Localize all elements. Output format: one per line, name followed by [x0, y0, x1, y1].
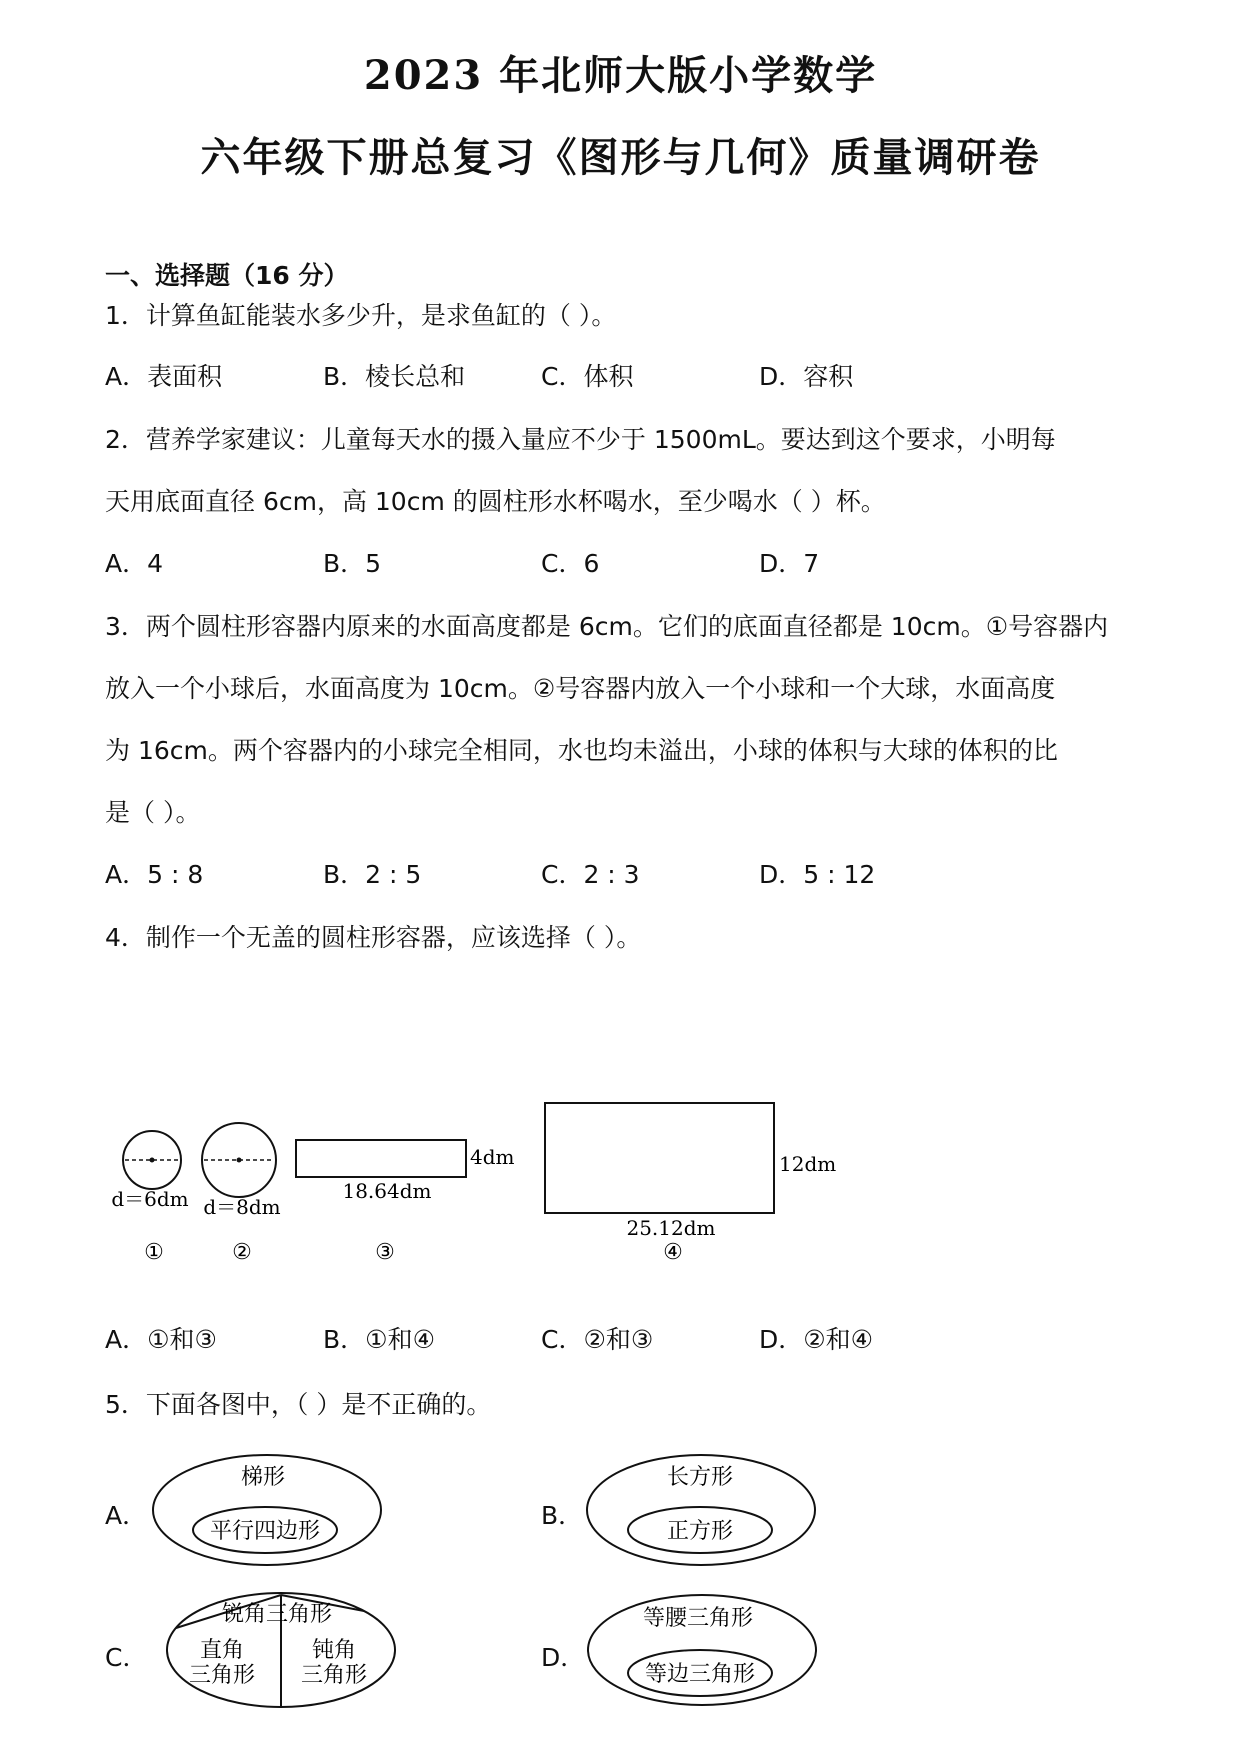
question-3-line4: 是（ ）。 [105, 798, 201, 827]
q3-option-a: A．5 : 8 [105, 860, 204, 889]
question-3-line3: 为 16cm。两个容器内的小球完全相同，水也均未溢出，小球的体积与大球的体积的比 [105, 736, 1058, 765]
section-heading-choice: 一、选择题（16 分） [105, 261, 349, 290]
question-4-text: 4．制作一个无盖的圆柱形容器，应该选择（ ）。 [105, 923, 642, 952]
rectangle-3-height-label: 4dm [470, 1145, 515, 1169]
rectangle-3 [296, 1140, 466, 1177]
diagram-b [587, 1455, 815, 1565]
q5-option-d-letter: D． [541, 1643, 586, 1672]
diagram-d [588, 1595, 816, 1705]
q4-option-d: D．②和④ [759, 1325, 874, 1354]
q1-option-a: A．表面积 [105, 362, 223, 391]
q1-option-d: D．容积 [759, 362, 854, 391]
diagram-c [167, 1593, 395, 1707]
q4-option-b: B．①和④ [323, 1325, 435, 1354]
rectangle-3-width-label: 18.64dm [342, 1179, 432, 1203]
exam-title-line2: 六年级下册总复习《图形与几何》质量调研卷 [200, 134, 1041, 181]
circle-2-diameter-label: d＝8dm [203, 1195, 281, 1219]
rectangle-4 [545, 1103, 774, 1213]
diagram-a-inner-label: 平行四边形 [209, 1519, 321, 1544]
q5-option-b-letter: B． [541, 1501, 584, 1530]
diagram-c-right-label-1: 钝角 [311, 1638, 357, 1663]
q1-option-b: B．棱长总和 [323, 362, 466, 391]
rectangle-4-width-label: 25.12dm [626, 1216, 716, 1240]
q2-option-a: A．4 [105, 549, 164, 578]
q3-option-c: C．2 : 3 [541, 860, 640, 889]
question-5-text: 5．下面各图中，（ ）是不正确的。 [105, 1390, 492, 1419]
figure-marker-4: ④ [663, 1240, 683, 1265]
question-2-line2: 天用底面直径 6cm，高 10cm 的圆柱形水杯喝水，至少喝水（ ）杯。 [105, 487, 886, 516]
rectangle-4-height-label: 12dm [779, 1152, 837, 1176]
figure-marker-1: ① [144, 1240, 164, 1265]
diagram-c-right-label-2: 三角形 [300, 1663, 368, 1688]
q3-option-d: D．5 : 12 [759, 860, 876, 889]
question-3-line2: 放入一个小球后，水面高度为 10cm。②号容器内放入一个小球和一个大球，水面高度 [105, 674, 1056, 703]
diagram-c-left-label-1: 直角 [199, 1638, 245, 1663]
diagram-d-inner-label: 等边三角形 [644, 1662, 756, 1687]
q1-option-c: C．体积 [541, 362, 634, 391]
q5-option-a-letter: A． [105, 1501, 148, 1530]
diagram-b-outer-label: 长方形 [666, 1465, 734, 1490]
figure-marker-2: ② [232, 1240, 252, 1265]
q4-option-a: A．①和③ [105, 1325, 217, 1354]
diagram-d-outer-label: 等腰三角形 [642, 1606, 754, 1631]
q4-option-c: C．②和③ [541, 1325, 654, 1354]
q2-option-b: B．5 [323, 549, 382, 578]
q3-option-b: B．2 : 5 [323, 860, 422, 889]
q2-option-d: D．7 [759, 549, 820, 578]
question-2-line1: 2．营养学家建议：儿童每天水的摄入量应不少于 1500mL。要达到这个要求，小明每 [105, 425, 1056, 454]
circle-1-diameter-label: d＝6dm [111, 1187, 189, 1211]
circle-1 [123, 1131, 181, 1189]
q5-option-c-letter: C． [105, 1643, 148, 1672]
diagram-b-inner-label: 正方形 [666, 1519, 734, 1544]
q2-option-c: C．6 [541, 549, 600, 578]
diagram-c-left-label-2: 三角形 [188, 1663, 256, 1688]
figure-marker-3: ③ [375, 1240, 395, 1265]
question-1-text: 1．计算鱼缸能装水多少升，是求鱼缸的（ ）。 [105, 301, 617, 330]
circle-2 [202, 1123, 276, 1197]
diagram-a-outer-label: 梯形 [240, 1465, 286, 1490]
question-3-line1: 3．两个圆柱形容器内原来的水面高度都是 6cm。它们的底面直径都是 10cm。①号容器内 [105, 612, 1109, 641]
exam-title-line1: 2023 年北师大版小学数学 [363, 52, 878, 99]
diagram-c-top-label: 锐角三角形 [221, 1602, 333, 1627]
diagram-a [153, 1455, 381, 1565]
